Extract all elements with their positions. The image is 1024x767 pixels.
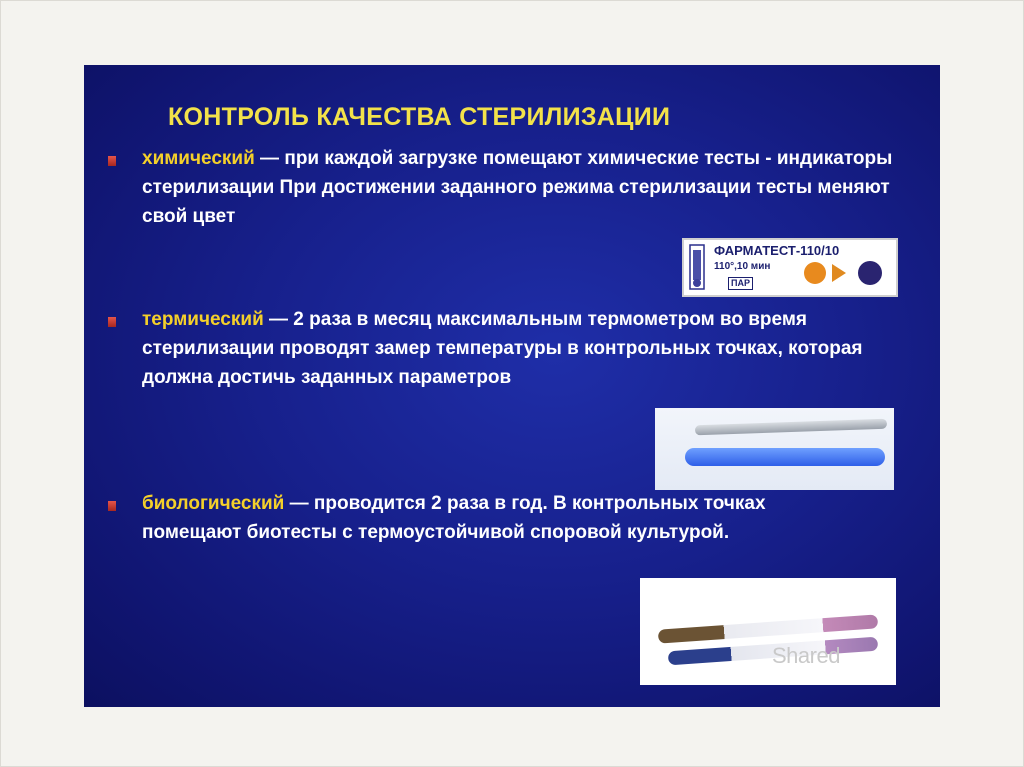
biotest-tubes-image — [640, 578, 896, 685]
item-biological — [142, 489, 862, 547]
bullet-marker — [108, 317, 116, 327]
orange-indicator-dot — [804, 262, 826, 284]
purple-indicator-dot — [858, 261, 882, 285]
arrow-icon — [832, 264, 846, 282]
item-text: — при каждой загрузке помещают химические тесты - индикаторы стерилизации При достижении заданного режима стерилизации тесты меняют свой цвет — [142, 148, 893, 227]
indicator-brand: ФАРМАТЕСТ-110/10 — [714, 243, 840, 258]
slide-title: КОНТРОЛЬ КАЧЕСТВА СТЕРИЛИЗАЦИИ — [168, 103, 671, 131]
item-chemical — [142, 144, 902, 231]
thermometer — [695, 419, 887, 436]
watermark-text: Shared — [772, 643, 840, 668]
item-thermal — [142, 305, 902, 392]
bullet-marker — [108, 156, 116, 166]
item-text: — проводится 2 раза в год. В контрольных точках помещают биотесты с термоустойчивой споровой культурой. — [142, 493, 766, 543]
indicator-tag: ПАР — [728, 277, 753, 290]
indicator-test-image — [682, 238, 898, 297]
item-keyword: термический — [142, 309, 264, 330]
item-keyword: химический — [142, 148, 255, 169]
slide — [84, 65, 940, 707]
indicator-mode: 110°,10 мин — [714, 261, 771, 272]
bullet-marker — [108, 501, 116, 511]
blue-case — [685, 448, 885, 466]
thermometer-image — [655, 408, 894, 490]
item-keyword: биологический — [142, 493, 285, 514]
item-text: — 2 раза в месяц максимальным термометром во время стерилизации проводят замер температуры в контрольных точках, которая должна достичь заданных параметров — [142, 309, 863, 388]
